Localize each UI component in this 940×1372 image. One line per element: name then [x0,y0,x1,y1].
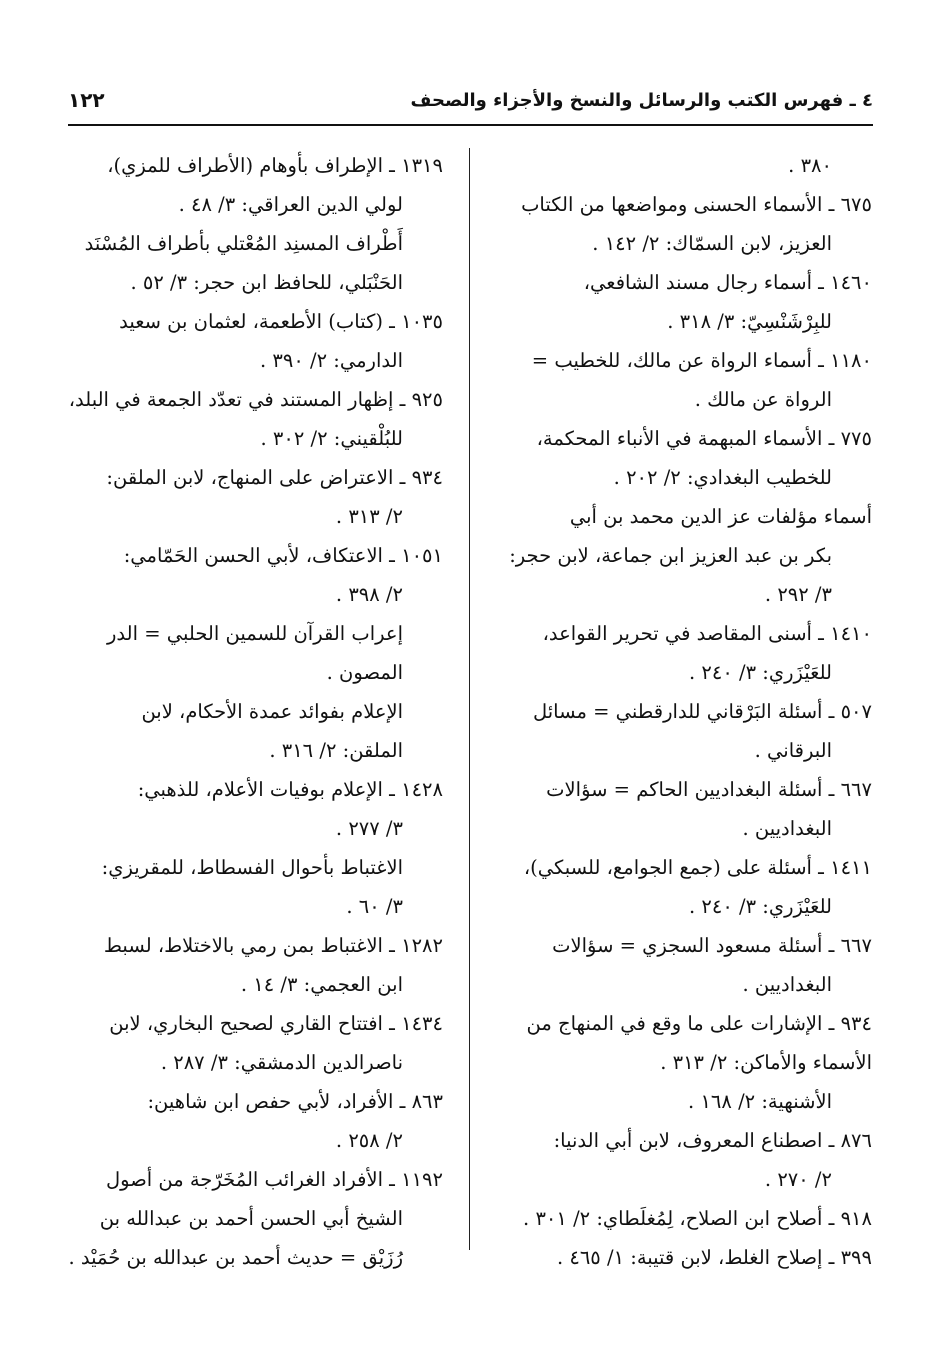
index-line: ٩٣٤ ـ الاعتراض على المنهاج، لابن الملقن: [106,466,443,489]
index-line: ٢/ ٣١٣ . [335,505,403,528]
index-line: ١٤١١ ـ أسئلة على (جمع الجوامع، للسبكي)، [523,856,872,879]
index-line: ٩١٨ ـ أصلاح ابن الصلاح، لِمُغلَطاي: ٢/ ٣٠١ . [523,1207,872,1230]
index-line: المصون . [326,661,403,684]
index-line: ١٤٣٤ ـ افتتاح القاري لصحيح البخاري، لابن [109,1012,443,1035]
index-line: للبُلْقيني: ٢/ ٣٠٢ . [260,427,403,450]
index-line: الأسماء والأماكن: ٢/ ٣١٣ . [660,1051,872,1074]
index-line: ٩٣٤ ـ الإشارات على ما وقع في المنهاج من [526,1012,872,1035]
index-line: ابن العجمي: ٣/ ١٤ . [240,973,403,996]
index-line: ٨٦٣ ـ الأفراد، لأبي حفص ابن شاهين: [147,1090,443,1113]
index-line: ٧٧٥ ـ الأسماء المبهمة في الأنباء المحكمة، [536,427,872,450]
index-line: ٢/ ٢٧٠ . [764,1168,832,1191]
index-line: ٣/ ٢٩٢ . [764,583,832,606]
index-line: لولي الدين العراقي: ٣/ ٤٨ . [178,193,403,216]
index-line: ١٤١٠ ـ أسنى المقاصد في تحرير القواعد، [542,622,872,645]
page-header [68,84,873,120]
index-line: ٣/ ٢٧٧ . [335,817,403,840]
index-line: ٣/ ٦٠ . [346,895,403,918]
index-line: ٦٦٧ ـ أسئلة مسعود السجزي = سؤالات [552,934,872,957]
index-line: الملقن: ٢/ ٣١٦ . [269,739,403,762]
index-line: ٢/ ٢٥٨ . [335,1129,403,1152]
index-line: الإعلام بفوائد عمدة الأحكام، لابن [141,700,403,723]
index-line: الحَنْبَلي، للحافظ ابن حجر: ٣/ ٥٢ . [130,271,403,294]
index-line: ٥٠٧ ـ أسئلة البَرْقاني للدارقطني = مسائل [532,700,872,723]
index-line: بكر بن عبد العزيز ابن جماعة، لابن حجر: [509,544,832,567]
running-title: ٤ ـ فهرس الكتب والرسائل والنسخ والأجزاء والصحف [410,90,873,111]
index-line: الأشنهية: ٢/ ١٦٨ . [688,1090,832,1113]
index-line: ١١٩٢ ـ الأفراد الغرائب المُخَرّجة من أصول [105,1168,443,1191]
header-rule [68,124,873,126]
right-column [497,146,872,1277]
index-line: ١٠٣٥ ـ (كتاب) الأطعمة، لعثمان بن سعيد [119,310,443,333]
index-line: للبِرْشَنْسِيّ: ٣/ ٣١٨ . [667,310,832,333]
index-line: إعراب القرآن للسمين الحلبي = الدر [107,622,403,645]
index-line: للخطيب البغدادي: ٢/ ٢٠٢ . [613,466,832,489]
index-line: الرواة عن مالك . [694,388,832,411]
index-line: ناصرالدين الدمشقي: ٣/ ٢٨٧ . [160,1051,403,1074]
column-divider [469,148,470,1250]
index-line: ٦٧٥ ـ الأسماء الحسنى ومواضعها من الكتاب [521,193,872,216]
index-line: ١٢٨٢ ـ الاغتباط بمن رمي بالاختلاط، لسبط [103,934,443,957]
index-line: ١١٨٠ ـ أسماء الرواة عن مالك، للخطيب = [531,349,872,372]
index-line: ١٤٦٠ ـ أسماء رجال مسند الشافعي، [583,271,872,294]
index-line: ٦٦٧ ـ أسئلة البغداديين الحاكم = سؤالات [546,778,872,801]
index-line: الاغتباط بأحوال الفسطاط، للمقريزي: [101,856,403,879]
index-line: أَطْراف المسنِد المُعْتلي بأطراف المُسْنَد [84,232,403,255]
index-line: البرقاني . [754,739,832,762]
index-line: ٨٧٦ ـ اصطناع المعروف، لابن أبي الدنيا: [553,1129,872,1152]
page-number: ١٢٢ [68,88,105,112]
index-line: العزيز، لابن السمّاك: ٢/ ١٤٢ . [592,232,832,255]
index-line: ٩٢٥ ـ إظهار المستند في تعدّد الجمعة في البلد، [68,388,443,411]
index-line: البغداديين . [742,817,832,840]
index-line: ٢/ ٣٩٨ . [335,583,403,606]
index-line: ١٤٢٨ ـ الإعلام بوفيات الأعلام، للذهبي: [137,778,443,801]
left-column [68,146,443,1277]
index-line: للعَيْزَري: ٣/ ٢٤٠ . [689,661,832,684]
index-line: للعَيْزَري: ٣/ ٢٤٠ . [689,895,832,918]
index-line: أسماء مؤلفات عز الدين محمد بن أبي [569,505,872,528]
index-line: رُزَيْق = حديث أحمد بن عبدالله بن حُمَيْد . [68,1246,403,1269]
index-line: ٣٩٩ ـ إصلاح الغلط، لابن قتيبة: ١/ ٤٦٥ . [556,1246,872,1269]
index-line: ١٣١٩ ـ الإطراف بأوهام (الأطراف للمزي)، [107,154,443,177]
index-line: الدارمي: ٢/ ٣٩٠ . [260,349,403,372]
index-line: ٣٨٠ . [788,154,832,177]
index-line: الشيخ أبي الحسن أحمد بن عبدالله بن [99,1207,403,1230]
index-line: ١٠٥١ ـ الاعتكاف، لأبي الحسن الحَمّامي: [123,544,443,567]
index-line: البغداديين . [742,973,832,996]
